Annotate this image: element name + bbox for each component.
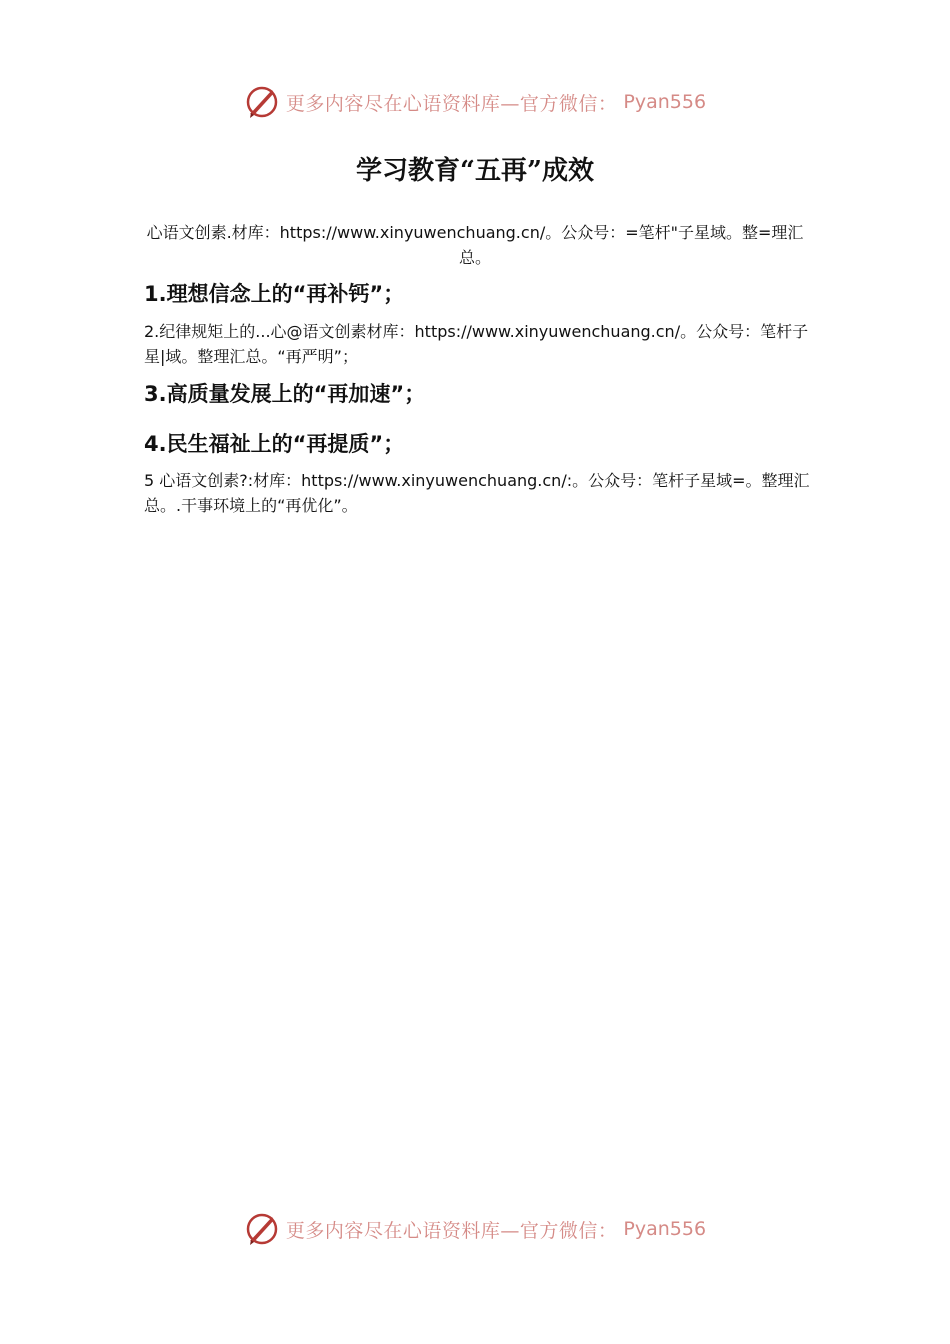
- intro-paragraph: 心语文创素.材库：https://www.xinyuwenchuang.cn/。公众号：=笔杆"子星域。整=理汇总。: [146, 223, 804, 267]
- page-title: 学习教育“五再”成效: [356, 156, 594, 186]
- header-watermark: [0, 80, 950, 124]
- section-paragraph-5: 5 心语文创素?:材库：https://www.xinyuwenchuang.cn/:。公众号：笔杆子星域=。整理汇总。.干事环境上的“再优化”。: [144, 471, 810, 515]
- watermark-text: 更多内容尽在心语资料库—官方微信：: [285, 1219, 618, 1242]
- watermark-code: Pyan556: [623, 91, 707, 113]
- section-heading-1: 1.理想信念上的“再补钙”；: [144, 282, 405, 306]
- watermark-code: Pyan556: [623, 1218, 707, 1240]
- quill-pen-logo-icon: [244, 84, 280, 120]
- quill-pen-logo-icon: [244, 1211, 280, 1247]
- section-heading-3: 3.高质量发展上的“再加速”；: [144, 382, 426, 406]
- section-heading-4: 4.民生福祉上的“再提质”；: [144, 432, 405, 456]
- footer-watermark: [0, 1207, 950, 1251]
- section-paragraph-2: 2.纪律规矩上的...心@语文创素材库：https://www.xinyuwenchuang.cn/。公众号：笔杆子星|域。整理汇总。“再严明”；: [144, 322, 809, 366]
- watermark-text: 更多内容尽在心语资料库—官方微信：: [285, 92, 618, 115]
